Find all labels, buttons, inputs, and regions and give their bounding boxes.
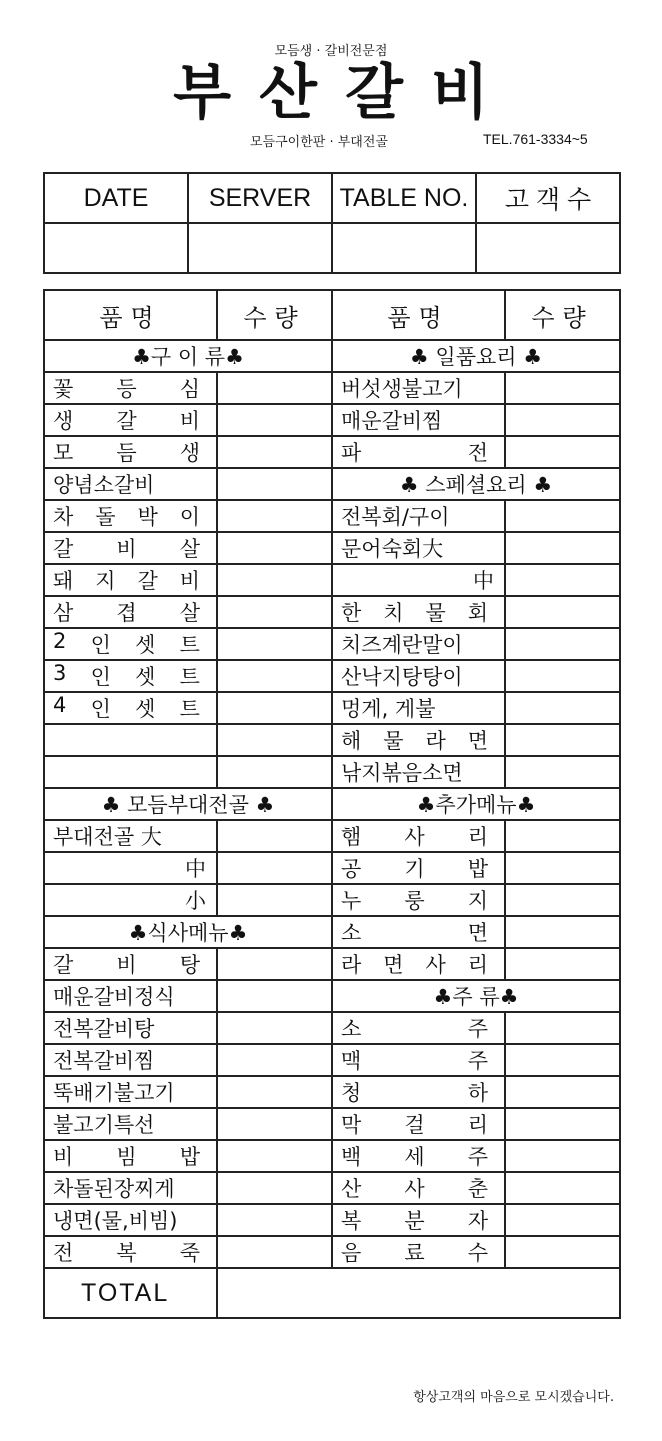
label-char: 라 <box>341 953 362 977</box>
label-char: 해 <box>341 729 362 753</box>
menu-item-name <box>44 564 217 596</box>
label-char: 삼 <box>53 601 74 625</box>
label-char: 사 <box>425 953 446 977</box>
menu-item-name: 문어숙회大 <box>332 532 505 564</box>
label-char: 죽 <box>179 1241 200 1265</box>
menu-item-name <box>332 916 505 948</box>
menu-item-name: 부대전골 大 <box>44 820 217 852</box>
item-name-header: 품명 <box>332 290 505 340</box>
menu-item-name <box>44 500 217 532</box>
quantity-cell[interactable] <box>217 1140 332 1172</box>
label-char: 갈 <box>137 569 158 593</box>
quantity-cell[interactable] <box>505 1108 620 1140</box>
label-char: 면 <box>383 953 404 977</box>
quantity-cell[interactable] <box>505 564 620 596</box>
menu-row <box>44 340 620 372</box>
label-char: 면 <box>467 921 488 945</box>
blank-item-cell <box>44 724 217 756</box>
spread-label <box>53 597 216 627</box>
section-header: ♣ 일품요리 ♣ <box>332 340 620 372</box>
quantity-cell[interactable] <box>217 1044 332 1076</box>
label-char: 음 <box>341 1241 362 1265</box>
label-char: 누 <box>341 889 362 913</box>
menu-item-name <box>332 1172 505 1204</box>
label-char: 밥 <box>467 857 488 881</box>
footer-message: 항상고객의 마음으로 모시겠습니다. <box>413 1390 614 1405</box>
quantity-cell[interactable] <box>217 500 332 532</box>
spread-label <box>341 1013 504 1043</box>
label-char: 살 <box>179 537 200 561</box>
label-char: 청 <box>341 1081 362 1105</box>
menu-item-name <box>332 1044 505 1076</box>
menu-item-name <box>44 692 217 724</box>
quantity-cell[interactable] <box>217 532 332 564</box>
label-char: 춘 <box>467 1177 488 1201</box>
quantity-cell[interactable] <box>217 628 332 660</box>
spread-label <box>53 565 216 595</box>
menu-item-name: 버섯생불고기 <box>332 372 505 404</box>
label-char: 차 <box>53 505 74 529</box>
label-char: 모 <box>53 441 74 465</box>
spread-label <box>53 949 216 979</box>
menu-item-name: 매운갈비찜 <box>332 404 505 436</box>
label-char: 셋 <box>135 665 156 689</box>
quantity-cell[interactable] <box>505 1076 620 1108</box>
spread-label <box>341 917 504 947</box>
spread-label <box>341 1237 504 1267</box>
quantity-cell[interactable] <box>217 980 332 1012</box>
spread-label <box>53 1141 216 1171</box>
section-header: ♣ 스페셜요리 ♣ <box>332 468 620 500</box>
label-char: 리 <box>467 1113 488 1137</box>
label-char: 셋 <box>135 697 156 721</box>
table-no-header: TABLE NO. <box>332 173 476 223</box>
spread-label <box>341 885 504 915</box>
total-label: TOTAL <box>44 1268 217 1318</box>
menu-item-name: 치즈계란말이 <box>332 628 505 660</box>
label-char: 사 <box>404 1177 425 1201</box>
menu-item-name <box>44 1236 217 1268</box>
spread-label <box>341 725 504 755</box>
label-char: 3 <box>53 661 67 685</box>
menu-row <box>44 820 620 852</box>
date-header: DATE <box>44 173 188 223</box>
menu-order-table <box>43 289 621 1319</box>
total-field[interactable] <box>217 1268 620 1318</box>
label-char: 생 <box>179 441 200 465</box>
label-char: 돼 <box>53 569 74 593</box>
menu-item-name <box>332 852 505 884</box>
spread-label <box>341 437 504 467</box>
label-char: 기 <box>404 857 425 881</box>
label-char: 햄 <box>341 825 362 849</box>
menu-item-name: 냉면(물,비빔) <box>44 1204 217 1236</box>
quantity-cell[interactable] <box>217 468 332 500</box>
menu-row <box>44 980 620 1012</box>
quantity-cell[interactable] <box>217 1204 332 1236</box>
menu-item-name: 산낙지탕탕이 <box>332 660 505 692</box>
quantity-cell[interactable] <box>505 820 620 852</box>
menu-row <box>44 788 620 820</box>
menu-row <box>44 404 620 436</box>
menu-item-name: 中 <box>332 564 505 596</box>
label-char: 전 <box>467 441 488 465</box>
menu-item-name <box>44 532 217 564</box>
tagline: 모듬생 · 갈비전문점 <box>274 44 388 59</box>
label-char: 전 <box>53 1241 74 1265</box>
menu-item-name <box>332 820 505 852</box>
label-char: 복 <box>116 1241 137 1265</box>
spread-label <box>53 533 216 563</box>
quantity-cell[interactable] <box>505 724 620 756</box>
menu-row <box>44 468 620 500</box>
quantity-cell[interactable] <box>505 916 620 948</box>
item-name-header: 품명 <box>44 290 217 340</box>
label-char: 걸 <box>404 1113 425 1137</box>
menu-item-name <box>332 436 505 468</box>
label-char: 자 <box>467 1209 488 1233</box>
menu-item-name: 小 <box>44 884 217 916</box>
spread-label <box>341 853 504 883</box>
menu-item-name <box>44 660 217 692</box>
label-char: 갈 <box>53 537 74 561</box>
menu-item-name <box>332 1076 505 1108</box>
menu-item-name <box>44 1140 217 1172</box>
quantity-cell[interactable] <box>505 1044 620 1076</box>
label-char: 밥 <box>179 1145 200 1169</box>
quantity-cell[interactable] <box>505 884 620 916</box>
subline: 모듬구이한판 · 부대전골 <box>250 135 388 150</box>
label-char: 비 <box>179 409 200 433</box>
menu-row <box>44 532 620 564</box>
menu-row <box>44 1140 620 1172</box>
label-char: 셋 <box>135 633 156 657</box>
quantity-cell[interactable] <box>505 852 620 884</box>
menu-item-name <box>44 404 217 436</box>
table-no-field[interactable] <box>332 223 476 273</box>
menu-row <box>44 660 620 692</box>
spread-label <box>341 1077 504 1107</box>
spread-label <box>341 1205 504 1235</box>
label-char: 생 <box>53 409 74 433</box>
spread-label <box>53 661 216 691</box>
spread-label <box>53 373 216 403</box>
label-char: 하 <box>467 1081 488 1105</box>
spread-label <box>341 1141 504 1171</box>
menu-item-name: 전복회/구이 <box>332 500 505 532</box>
menu-item-name: 양념소갈비 <box>44 468 217 500</box>
quantity-cell[interactable] <box>217 372 332 404</box>
section-header: ♣ 모듬부대전골 ♣ <box>44 788 332 820</box>
label-char: 비 <box>53 1145 74 1169</box>
spread-label <box>53 437 216 467</box>
date-field[interactable] <box>44 223 188 273</box>
label-char: 막 <box>341 1113 362 1137</box>
spread-label <box>341 1173 504 1203</box>
label-char: 분 <box>404 1209 425 1233</box>
label-char: 트 <box>179 665 200 689</box>
menu-item-name: 뚝배기불고기 <box>44 1076 217 1108</box>
menu-row <box>44 1044 620 1076</box>
menu-item-name: 불고기특선 <box>44 1108 217 1140</box>
label-char: 트 <box>179 633 200 657</box>
label-char: 주 <box>467 1017 488 1041</box>
label-char: 살 <box>179 601 200 625</box>
server-header: SERVER <box>188 173 332 223</box>
label-char: 등 <box>116 377 137 401</box>
menu-item-name <box>44 948 217 980</box>
menu-row <box>44 756 620 788</box>
quantity-cell[interactable] <box>505 404 620 436</box>
label-char: 맥 <box>341 1049 362 1073</box>
label-char: 탕 <box>179 953 200 977</box>
menu-item-name: 매운갈비정식 <box>44 980 217 1012</box>
menu-row <box>44 948 620 980</box>
menu-item-name <box>332 884 505 916</box>
label-char: 이 <box>179 505 200 529</box>
quantity-cell[interactable] <box>217 404 332 436</box>
label-char: 치 <box>383 601 404 625</box>
label-char: 듬 <box>116 441 137 465</box>
menu-row <box>44 500 620 532</box>
label-char: 소 <box>341 921 362 945</box>
label-char: 백 <box>341 1145 362 1169</box>
label-char: 룽 <box>404 889 425 913</box>
quantity-cell[interactable] <box>217 884 332 916</box>
menu-row <box>44 1204 620 1236</box>
menu-item-name <box>332 1012 505 1044</box>
label-char: 리 <box>467 825 488 849</box>
label-char: 비 <box>116 537 137 561</box>
label-char: 트 <box>179 697 200 721</box>
label-char: 주 <box>467 1145 488 1169</box>
quantity-cell[interactable] <box>217 564 332 596</box>
quantity-cell[interactable] <box>217 596 332 628</box>
label-char: 지 <box>467 889 488 913</box>
label-char: 빔 <box>116 1145 137 1169</box>
label-char: 면 <box>467 729 488 753</box>
label-char: 세 <box>404 1145 425 1169</box>
label-char: 료 <box>404 1241 425 1265</box>
label-char: 수 <box>467 1241 488 1265</box>
menu-row <box>44 916 620 948</box>
quantity-cell[interactable] <box>505 1012 620 1044</box>
server-field[interactable] <box>188 223 332 273</box>
label-char: 인 <box>90 697 111 721</box>
quantity-cell[interactable] <box>217 852 332 884</box>
quantity-cell[interactable] <box>505 500 620 532</box>
menu-row <box>44 1236 620 1268</box>
menu-item-name <box>44 596 217 628</box>
menu-row <box>44 884 620 916</box>
spread-label <box>53 693 216 723</box>
telephone: TEL.761-3334~5 <box>483 131 588 147</box>
menu-item-name <box>332 1204 505 1236</box>
restaurant-title: 부산갈비 <box>173 58 517 128</box>
quantity-cell[interactable] <box>505 1236 620 1268</box>
label-char: 지 <box>95 569 116 593</box>
quantity-cell[interactable] <box>505 596 620 628</box>
menu-item-name <box>44 628 217 660</box>
spread-label <box>341 597 504 627</box>
menu-row <box>44 1012 620 1044</box>
quantity-cell[interactable] <box>217 436 332 468</box>
label-char: 소 <box>341 1017 362 1041</box>
menu-item-name: 차돌된장찌게 <box>44 1172 217 1204</box>
quantity-cell[interactable] <box>217 692 332 724</box>
menu-item-name <box>44 372 217 404</box>
quantity-cell[interactable] <box>217 660 332 692</box>
quantity-cell[interactable] <box>505 532 620 564</box>
label-char: 주 <box>467 1049 488 1073</box>
quantity-cell[interactable] <box>217 1012 332 1044</box>
section-header: ♣주 류♣ <box>332 980 620 1012</box>
menu-row <box>44 372 620 404</box>
quantity-cell[interactable] <box>505 660 620 692</box>
label-char: 꽃 <box>53 377 74 401</box>
label-char: 갈 <box>116 409 137 433</box>
label-char: 비 <box>179 569 200 593</box>
section-header: ♣구 이 류♣ <box>44 340 332 372</box>
quantity-cell[interactable] <box>217 724 332 756</box>
menu-row <box>44 692 620 724</box>
label-char: 4 <box>53 693 67 717</box>
menu-item-name: 멍게, 게불 <box>332 692 505 724</box>
label-char: 한 <box>341 601 362 625</box>
quantity-cell[interactable] <box>505 1140 620 1172</box>
label-char: 물 <box>383 729 404 753</box>
quantity-cell[interactable] <box>217 948 332 980</box>
guest-count-field[interactable] <box>476 223 620 273</box>
menu-row <box>44 596 620 628</box>
spread-label <box>53 501 216 531</box>
spread-label <box>53 405 216 435</box>
label-char: 사 <box>404 825 425 849</box>
section-header: ♣추가메뉴♣ <box>332 788 620 820</box>
menu-item-name <box>332 948 505 980</box>
menu-item-name: 中 <box>44 852 217 884</box>
quantity-cell[interactable] <box>505 1204 620 1236</box>
menu-row <box>44 1172 620 1204</box>
menu-item-name: 전복갈비탕 <box>44 1012 217 1044</box>
menu-row <box>44 1108 620 1140</box>
quantity-cell[interactable] <box>217 1172 332 1204</box>
menu-item-name <box>332 724 505 756</box>
guest-count-header: 고 객 수 <box>476 173 620 223</box>
quantity-cell[interactable] <box>217 1108 332 1140</box>
quantity-cell[interactable] <box>505 1172 620 1204</box>
label-char: 갈 <box>53 953 74 977</box>
quantity-cell[interactable] <box>505 628 620 660</box>
quantity-cell[interactable] <box>217 1076 332 1108</box>
label-char: 복 <box>341 1209 362 1233</box>
menu-item-name <box>332 1108 505 1140</box>
menu-row <box>44 564 620 596</box>
quantity-header: 수량 <box>505 290 620 340</box>
quantity-header: 수량 <box>217 290 332 340</box>
label-char: 리 <box>467 953 488 977</box>
menu-row <box>44 724 620 756</box>
spread-label <box>341 1109 504 1139</box>
menu-item-name <box>332 1236 505 1268</box>
quantity-cell[interactable] <box>505 372 620 404</box>
quantity-cell[interactable] <box>217 1236 332 1268</box>
spread-label <box>53 1237 216 1267</box>
label-char: 박 <box>137 505 158 529</box>
label-char: 2 <box>53 629 67 653</box>
label-char: 돌 <box>95 505 116 529</box>
label-char: 산 <box>341 1177 362 1201</box>
menu-item-name: 낚지볶음소면 <box>332 756 505 788</box>
spread-label <box>341 949 504 979</box>
quantity-cell[interactable] <box>217 756 332 788</box>
menu-item-name: 전복갈비찜 <box>44 1044 217 1076</box>
quantity-cell[interactable] <box>217 820 332 852</box>
menu-row <box>44 436 620 468</box>
spread-label <box>341 821 504 851</box>
order-info-table <box>43 172 621 274</box>
label-char: 회 <box>467 601 488 625</box>
label-char: 겹 <box>116 601 137 625</box>
menu-item-name <box>332 596 505 628</box>
menu-row <box>44 852 620 884</box>
spread-label <box>341 1045 504 1075</box>
menu-item-name <box>332 1140 505 1172</box>
menu-row <box>44 628 620 660</box>
quantity-cell[interactable] <box>505 948 620 980</box>
menu-item-name <box>44 436 217 468</box>
label-char: 공 <box>341 857 362 881</box>
blank-item-cell <box>44 756 217 788</box>
section-header: ♣식사메뉴♣ <box>44 916 332 948</box>
label-char: 심 <box>179 377 200 401</box>
quantity-cell[interactable] <box>505 436 620 468</box>
spread-label <box>53 629 216 659</box>
label-char: 비 <box>116 953 137 977</box>
quantity-cell[interactable] <box>505 756 620 788</box>
label-char: 인 <box>90 633 111 657</box>
quantity-cell[interactable] <box>505 692 620 724</box>
menu-row <box>44 1076 620 1108</box>
label-char: 파 <box>341 441 362 465</box>
label-char: 물 <box>425 601 446 625</box>
label-char: 인 <box>90 665 111 689</box>
label-char: 라 <box>425 729 446 753</box>
